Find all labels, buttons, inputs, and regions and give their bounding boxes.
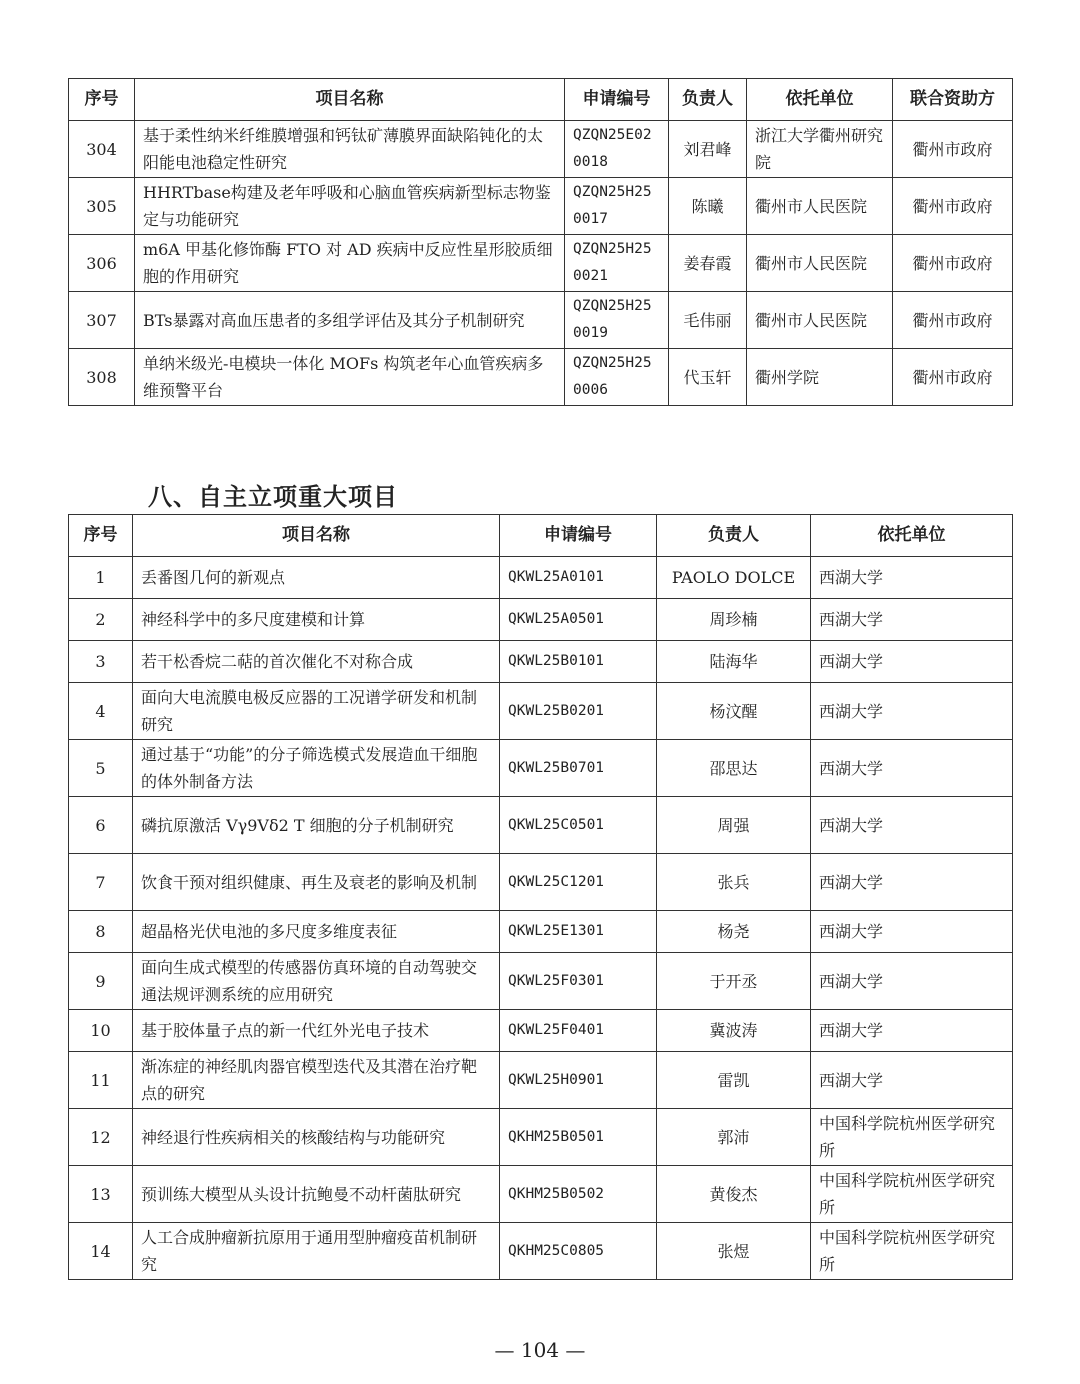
cell-host-unit: 西湖大学 xyxy=(811,641,1013,683)
header-project-name: 项目名称 xyxy=(133,515,500,557)
cell-leader: 杨汶醒 xyxy=(657,683,811,740)
cell-host-unit: 西湖大学 xyxy=(811,953,1013,1010)
table-row xyxy=(69,349,1013,406)
cell-no: 4 xyxy=(69,683,133,740)
cell-host-unit: 西湖大学 xyxy=(811,599,1013,641)
table-row xyxy=(69,740,1013,797)
cell-project-name: 预训练大模型从头设计抗鲍曼不动杆菌肽研究 xyxy=(133,1166,500,1223)
cell-application-code: QKWL25B0701 xyxy=(500,740,657,797)
table-row xyxy=(69,1109,1013,1166)
cell-leader: 冀波涛 xyxy=(657,1010,811,1052)
header-leader: 负责人 xyxy=(669,79,747,121)
cell-application-code: QKWL25F0401 xyxy=(500,1010,657,1052)
cell-no: 306 xyxy=(69,235,135,292)
cell-host-unit: 西湖大学 xyxy=(811,797,1013,854)
cell-leader: 邵思达 xyxy=(657,740,811,797)
cell-no: 9 xyxy=(69,953,133,1010)
table-row xyxy=(69,1223,1013,1280)
cell-project-name: 饮食干预对组织健康、再生及衰老的影响及机制 xyxy=(133,854,500,911)
cell-project-name: 若干松香烷二萜的首次催化不对称合成 xyxy=(133,641,500,683)
major-projects-table xyxy=(68,514,1013,1280)
cell-host-unit: 浙江大学衢州研究院 xyxy=(747,121,893,178)
cell-project-name: 神经科学中的多尺度建模和计算 xyxy=(133,599,500,641)
cell-leader: 郭沛 xyxy=(657,1109,811,1166)
table-row xyxy=(69,854,1013,911)
table-row xyxy=(69,1010,1013,1052)
table-row xyxy=(69,797,1013,854)
cell-joint-funder: 衢州市政府 xyxy=(893,349,1013,406)
table-row xyxy=(69,683,1013,740)
section-title: 八、自主立项重大项目 xyxy=(148,482,398,511)
cell-project-name: 基于胶体量子点的新一代红外光电子技术 xyxy=(133,1010,500,1052)
cell-no: 12 xyxy=(69,1109,133,1166)
cell-no: 11 xyxy=(69,1052,133,1109)
cell-application-code: QZQN25H250019 xyxy=(565,292,669,349)
cell-leader: 雷凯 xyxy=(657,1052,811,1109)
cell-no: 304 xyxy=(69,121,135,178)
cell-application-code: QKWL25F0301 xyxy=(500,953,657,1010)
cell-no: 2 xyxy=(69,599,133,641)
cell-project-name: 面向生成式模型的传感器仿真环境的自动驾驶交通法规评测系统的应用研究 xyxy=(133,953,500,1010)
cell-application-code: QKWL25H0901 xyxy=(500,1052,657,1109)
cell-application-code: QKWL25C0501 xyxy=(500,797,657,854)
cell-application-code: QKWL25C1201 xyxy=(500,854,657,911)
table-row xyxy=(69,1166,1013,1223)
table-row xyxy=(69,641,1013,683)
cell-no: 8 xyxy=(69,911,133,953)
cell-host-unit: 西湖大学 xyxy=(811,911,1013,953)
table-row xyxy=(69,911,1013,953)
cell-no: 5 xyxy=(69,740,133,797)
cell-joint-funder: 衢州市政府 xyxy=(893,292,1013,349)
cell-host-unit: 西湖大学 xyxy=(811,740,1013,797)
cell-project-name: 通过基于“功能”的分子筛选模式发展造血干细胞的体外制备方法 xyxy=(133,740,500,797)
page-number: — 104 — xyxy=(494,1338,586,1362)
cell-host-unit: 西湖大学 xyxy=(811,1010,1013,1052)
cell-leader: 于开丞 xyxy=(657,953,811,1010)
cell-leader: 张煜 xyxy=(657,1223,811,1280)
cell-project-name: 超晶格光伏电池的多尺度多维度表征 xyxy=(133,911,500,953)
cell-leader: 陈曦 xyxy=(669,178,747,235)
table-header-row xyxy=(69,515,1013,557)
cell-joint-funder: 衢州市政府 xyxy=(893,178,1013,235)
cell-host-unit: 衢州市人民医院 xyxy=(747,235,893,292)
cell-leader: 陆海华 xyxy=(657,641,811,683)
cell-application-code: QKHM25B0501 xyxy=(500,1109,657,1166)
header-no: 序号 xyxy=(69,515,133,557)
joint-funding-table xyxy=(68,78,1013,406)
header-host-unit: 依托单位 xyxy=(811,515,1013,557)
header-project-name: 项目名称 xyxy=(135,79,565,121)
cell-application-code: QKWL25E1301 xyxy=(500,911,657,953)
cell-leader: 杨尧 xyxy=(657,911,811,953)
header-leader: 负责人 xyxy=(657,515,811,557)
header-application-code: 申请编号 xyxy=(500,515,657,557)
table-row xyxy=(69,235,1013,292)
cell-host-unit: 西湖大学 xyxy=(811,557,1013,599)
cell-joint-funder: 衢州市政府 xyxy=(893,235,1013,292)
cell-application-code: QZQN25E020018 xyxy=(565,121,669,178)
table-row xyxy=(69,599,1013,641)
cell-host-unit: 衢州市人民医院 xyxy=(747,292,893,349)
cell-no: 13 xyxy=(69,1166,133,1223)
cell-no: 1 xyxy=(69,557,133,599)
cell-leader: 毛伟丽 xyxy=(669,292,747,349)
header-joint-funder: 联合资助方 xyxy=(893,79,1013,121)
cell-application-code: QKHM25B0502 xyxy=(500,1166,657,1223)
cell-joint-funder: 衢州市政府 xyxy=(893,121,1013,178)
table-row xyxy=(69,121,1013,178)
cell-no: 308 xyxy=(69,349,135,406)
cell-project-name: 神经退行性疾病相关的核酸结构与功能研究 xyxy=(133,1109,500,1166)
table-row xyxy=(69,1052,1013,1109)
cell-no: 6 xyxy=(69,797,133,854)
cell-host-unit: 中国科学院杭州医学研究所 xyxy=(811,1109,1013,1166)
cell-project-name: 人工合成肿瘤新抗原用于通用型肿瘤疫苗机制研究 xyxy=(133,1223,500,1280)
cell-application-code: QZQN25H250006 xyxy=(565,349,669,406)
cell-project-name: HHRTbase构建及老年呼吸和心脑血管疾病新型标志物鉴定与功能研究 xyxy=(135,178,565,235)
cell-project-name: 面向大电流膜电极反应器的工况谱学研发和机制研究 xyxy=(133,683,500,740)
cell-host-unit: 衢州学院 xyxy=(747,349,893,406)
cell-project-name: 基于柔性纳米纤维膜增强和钙钛矿薄膜界面缺陷钝化的太阳能电池稳定性研究 xyxy=(135,121,565,178)
cell-application-code: QKWL25B0101 xyxy=(500,641,657,683)
cell-application-code: QKWL25A0501 xyxy=(500,599,657,641)
cell-leader: 姜春霞 xyxy=(669,235,747,292)
cell-no: 7 xyxy=(69,854,133,911)
cell-project-name: BTs暴露对高血压患者的多组学评估及其分子机制研究 xyxy=(135,292,565,349)
cell-host-unit: 衢州市人民医院 xyxy=(747,178,893,235)
cell-no: 14 xyxy=(69,1223,133,1280)
cell-application-code: QKHM25C0805 xyxy=(500,1223,657,1280)
cell-host-unit: 中国科学院杭州医学研究所 xyxy=(811,1223,1013,1280)
table-row xyxy=(69,292,1013,349)
header-application-code: 申请编号 xyxy=(565,79,669,121)
cell-project-name: 磷抗原激活 Vγ9Vδ2 T 细胞的分子机制研究 xyxy=(133,797,500,854)
header-host-unit: 依托单位 xyxy=(747,79,893,121)
cell-leader: 黄俊杰 xyxy=(657,1166,811,1223)
cell-no: 10 xyxy=(69,1010,133,1052)
cell-leader: 张兵 xyxy=(657,854,811,911)
table-header-row xyxy=(69,79,1013,121)
cell-application-code: QKWL25B0201 xyxy=(500,683,657,740)
cell-project-name: 丢番图几何的新观点 xyxy=(133,557,500,599)
table-row xyxy=(69,557,1013,599)
cell-no: 305 xyxy=(69,178,135,235)
cell-project-name: 单纳米级光-电模块一体化 MOFs 构筑老年心血管疾病多维预警平台 xyxy=(135,349,565,406)
cell-host-unit: 西湖大学 xyxy=(811,683,1013,740)
cell-no: 307 xyxy=(69,292,135,349)
cell-leader: 周珍楠 xyxy=(657,599,811,641)
cell-application-code: QKWL25A0101 xyxy=(500,557,657,599)
cell-leader: 周强 xyxy=(657,797,811,854)
cell-project-name: m6A 甲基化修饰酶 FTO 对 AD 疾病中反应性星形胶质细胞的作用研究 xyxy=(135,235,565,292)
cell-leader: PAOLO DOLCE xyxy=(657,557,811,599)
header-no: 序号 xyxy=(69,79,135,121)
cell-leader: 刘君峰 xyxy=(669,121,747,178)
cell-host-unit: 西湖大学 xyxy=(811,1052,1013,1109)
table-row xyxy=(69,178,1013,235)
table-row xyxy=(69,953,1013,1010)
cell-host-unit: 西湖大学 xyxy=(811,854,1013,911)
cell-no: 3 xyxy=(69,641,133,683)
cell-application-code: QZQN25H250021 xyxy=(565,235,669,292)
cell-project-name: 渐冻症的神经肌肉器官模型迭代及其潜在治疗靶点的研究 xyxy=(133,1052,500,1109)
cell-leader: 代玉轩 xyxy=(669,349,747,406)
cell-host-unit: 中国科学院杭州医学研究所 xyxy=(811,1166,1013,1223)
cell-application-code: QZQN25H250017 xyxy=(565,178,669,235)
